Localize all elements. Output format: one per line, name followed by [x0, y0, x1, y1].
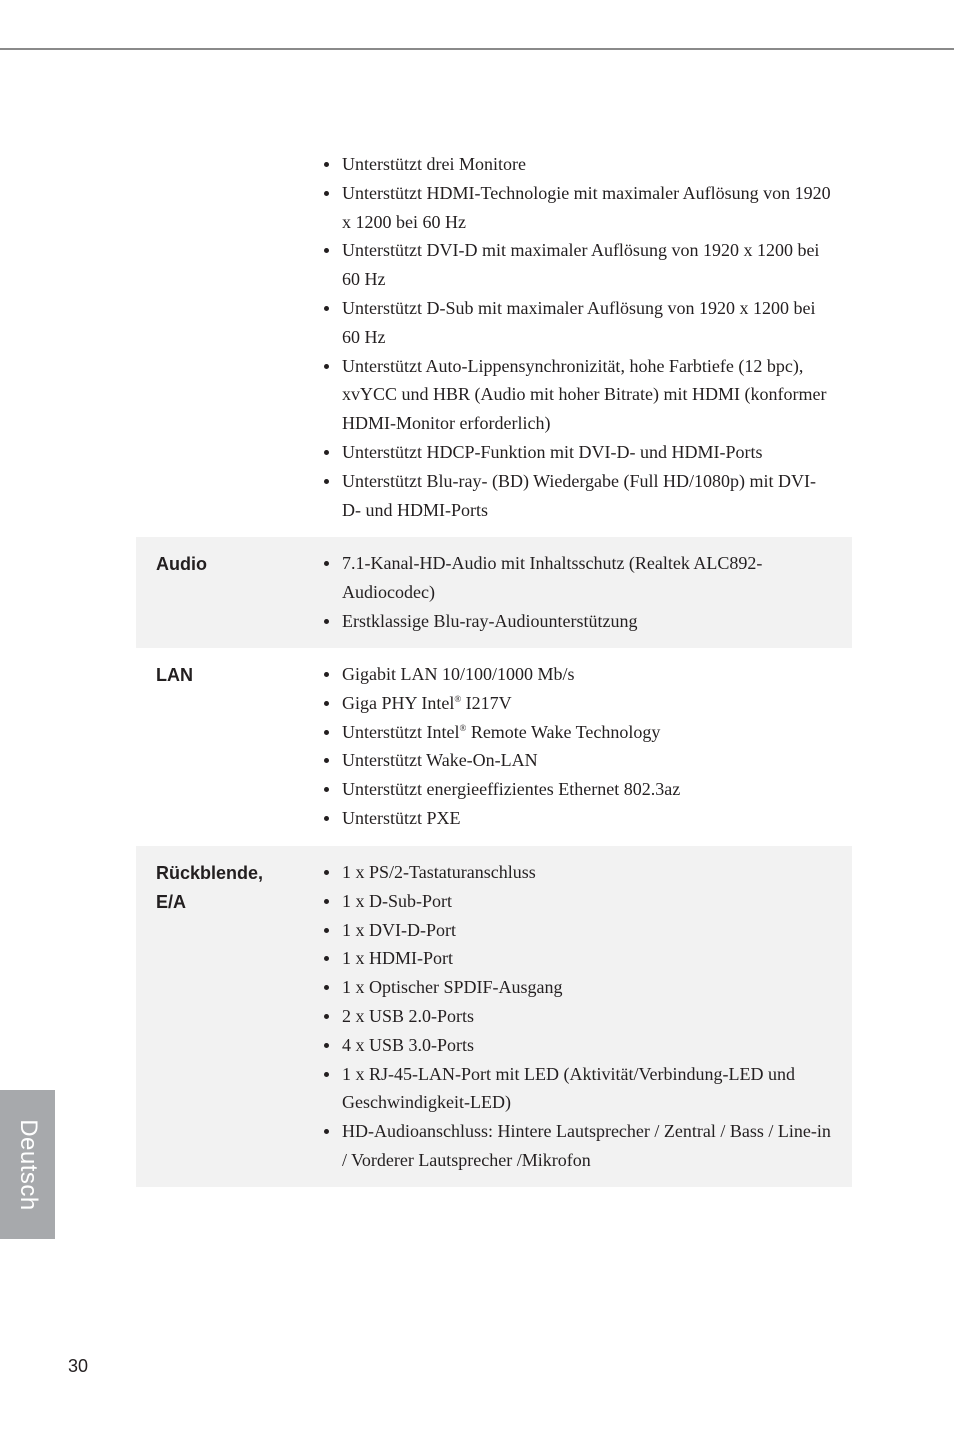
section-audio [136, 537, 852, 648]
list-item: 1 x D-Sub-Port [342, 887, 832, 916]
list-item: 1 x RJ-45-LAN-Port mit LED (Aktivität/Verbindung-LED und Geschwindigkeit-LED) [342, 1060, 832, 1118]
list-item: 4 x USB 3.0-Ports [342, 1031, 832, 1060]
list-item [342, 689, 832, 718]
audio-list [342, 549, 832, 635]
list-item: Unterstützt PXE [342, 804, 832, 833]
list-item-text: I217V [461, 692, 512, 713]
registered-mark: ® [459, 722, 467, 733]
page-number: 30 [68, 1356, 89, 1376]
list-item-text: Remote Wake Technology [466, 721, 661, 742]
header-rule [0, 48, 954, 50]
section-label-line: Rückblende, [156, 863, 264, 883]
section-label-audio: Audio [156, 554, 207, 574]
list-item: Gigabit LAN 10/100/1000 Mb/s [342, 660, 832, 689]
list-item: 2 x USB 2.0-Ports [342, 1002, 832, 1031]
list-item: 1 x Optischer SPDIF-Ausgang [342, 973, 832, 1002]
list-item: Unterstützt HDMI-Technologie mit maximaler Auflösung von 1920 x 1200 bei 60 Hz [342, 179, 832, 237]
language-tab-label: Deutsch [14, 1118, 42, 1211]
language-tab [0, 1090, 55, 1239]
section-graphics [136, 148, 852, 536]
list-item: HD-Audioanschluss: Hintere Lautsprecher / Zentral / Bass / Line-in / Vorderer Lautsprecher /Mikrofon [342, 1117, 832, 1175]
list-item: Unterstützt drei Monitore [342, 150, 832, 179]
section-label-rear-io [156, 859, 263, 917]
list-item: 1 x HDMI-Port [342, 944, 832, 973]
list-item: Unterstützt HDCP-Funktion mit DVI-D- und HDMI-Ports [342, 438, 832, 467]
section-rear-io [136, 846, 852, 1187]
list-item-text: Unterstützt Intel [342, 721, 460, 742]
list-item: Unterstützt Auto-Lippensynchronizität, hohe Farbtiefe (12 bpc), xvYCC und HBR (Audio mit hoher Bitrate) mit HDMI (konformer HDMI-Monitor erforderlich) [342, 352, 832, 438]
list-item: Unterstützt DVI-D mit maximaler Auflösung von 1920 x 1200 bei 60 Hz [342, 236, 832, 294]
registered-mark: ® [454, 693, 462, 704]
graphics-list [342, 150, 832, 524]
list-item: Unterstützt Wake-On-LAN [342, 746, 832, 775]
section-lan [136, 648, 852, 846]
list-item: 1 x DVI-D-Port [342, 916, 832, 945]
list-item: Unterstützt D-Sub mit maximaler Auflösung von 1920 x 1200 bei 60 Hz [342, 294, 832, 352]
list-item: Erstklassige Blu-ray-Audiounterstützung [342, 607, 832, 636]
list-item: Unterstützt Blu-ray- (BD) Wiedergabe (Full HD/1080p) mit DVI-D- und HDMI-Ports [342, 467, 832, 525]
section-label-line: E/A [156, 892, 187, 912]
list-item: 1 x PS/2-Tastaturanschluss [342, 858, 832, 887]
list-item: 7.1-Kanal-HD-Audio mit Inhaltsschutz (Realtek ALC892-Audiocodec) [342, 549, 832, 607]
lan-list [342, 660, 832, 833]
list-item: Unterstützt energieeffizientes Ethernet 802.3az [342, 775, 832, 804]
list-item [342, 718, 832, 747]
section-label-lan: LAN [156, 665, 193, 685]
list-item-text: Giga PHY Intel [342, 692, 455, 713]
rear-io-list [342, 858, 832, 1175]
